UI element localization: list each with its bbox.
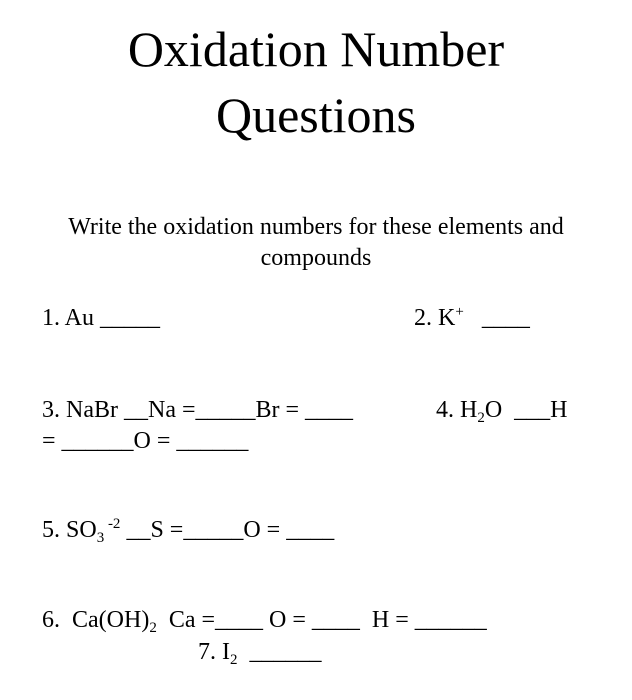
question-5-prefix: 5. SO [42, 517, 97, 543]
question-7-suffix: ______ [237, 639, 322, 665]
title-line-2: Questions [216, 87, 416, 143]
question-6 [42, 607, 487, 636]
question-5-subscript: 3 [96, 530, 105, 546]
question-7-subscript: 2 [230, 652, 238, 668]
question-2-charge: + [455, 304, 464, 320]
question-6-subscript: 2 [149, 620, 157, 636]
question-6-prefix: 6. Ca(OH) [42, 607, 150, 633]
title-line-1: Oxidation Number [127, 21, 505, 77]
question-6-suffix: Ca =____ O = ____ H = ______ [156, 607, 487, 633]
question-7 [198, 639, 322, 668]
question-3-line-2: = ______O = ______ [42, 428, 249, 454]
question-5-suffix: __S =_____O = ____ [120, 517, 335, 543]
question-4 [436, 397, 568, 426]
question-2-prefix: 2. K [414, 305, 456, 331]
question-2 [414, 306, 530, 330]
question-7-prefix: 7. I [198, 639, 230, 665]
question-5 [42, 516, 335, 546]
question-4-subscript: 2 [477, 410, 485, 426]
instructions-line-1: Write the oxidation numbers for these elements and [68, 214, 564, 240]
question-1: 1. Au _____ [42, 305, 161, 331]
instructions-line-2: compounds [260, 245, 372, 271]
question-2-blank: ____ [463, 305, 530, 331]
question-4-prefix: 4. H [436, 397, 478, 423]
question-5-charge: -2 [104, 516, 121, 532]
question-4-suffix: O ___H [484, 397, 568, 423]
question-3-line-1: 3. NaBr __Na =_____Br = ____ [42, 397, 354, 423]
